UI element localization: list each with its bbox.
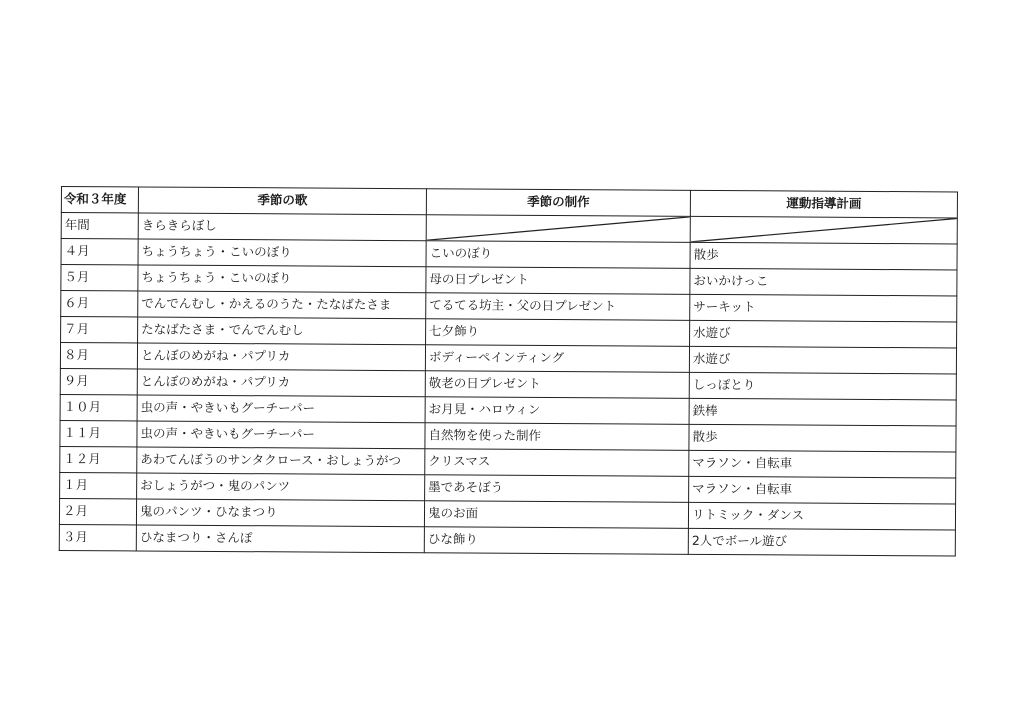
exercise-cell: 水遊び bbox=[690, 320, 957, 348]
craft-cell: こいのぼり bbox=[426, 241, 690, 269]
craft-cell: 鬼のお面 bbox=[424, 501, 688, 529]
song-cell: きらきらぼし bbox=[138, 213, 426, 241]
song-cell: ひなまつり・さんぽ bbox=[136, 525, 424, 553]
header-craft: 季節の制作 bbox=[426, 189, 690, 217]
exercise-cell: マラソン・自転車 bbox=[689, 450, 956, 478]
craft-cell: 自然物を使った制作 bbox=[425, 423, 689, 451]
annual-plan-table bbox=[59, 186, 958, 556]
exercise-cell: 2人でボール遊び bbox=[688, 528, 955, 556]
diagonal-line bbox=[691, 217, 957, 244]
exercise-cell: しっぽとり bbox=[689, 372, 956, 400]
song-cell: でんでんむし・かえるのうた・たなばたさま bbox=[138, 291, 426, 319]
song-cell: とんぼのめがね・パプリカ bbox=[137, 369, 425, 397]
header-exercise: 運動指導計画 bbox=[690, 190, 957, 218]
exercise-cell: 散歩 bbox=[689, 424, 956, 452]
song-cell: おしょうがつ・鬼のパンツ bbox=[137, 473, 425, 501]
craft-cell: 墨であそぼう bbox=[425, 475, 689, 503]
exercise-cell: マラソン・自転車 bbox=[689, 476, 956, 504]
schedule-sheet bbox=[59, 186, 957, 562]
month-cell: ２月 bbox=[59, 498, 136, 524]
month-cell: ７月 bbox=[61, 317, 138, 343]
craft-cell: ボディーペインティング bbox=[425, 345, 689, 373]
exercise-cell: サーキット bbox=[690, 294, 957, 322]
song-cell: 虫の声・やきいもグーチーパー bbox=[137, 421, 425, 449]
month-cell: ９月 bbox=[60, 368, 137, 394]
song-cell: あわてんぼうのサンタクロース・おしょうがつ bbox=[137, 447, 425, 475]
month-cell: ５月 bbox=[61, 265, 138, 291]
craft-cell-empty bbox=[426, 215, 690, 243]
craft-cell: 七夕飾り bbox=[426, 319, 690, 347]
exercise-cell: リトミック・ダンス bbox=[688, 502, 955, 530]
song-cell: たなばたさま・でんでんむし bbox=[138, 317, 426, 345]
exercise-cell: おいかけっこ bbox=[690, 268, 957, 296]
month-cell: １２月 bbox=[60, 446, 137, 472]
craft-cell: 母の日プレゼント bbox=[426, 267, 690, 295]
song-cell: 虫の声・やきいもグーチーパー bbox=[137, 395, 425, 423]
diagonal-line bbox=[427, 215, 690, 242]
exercise-cell: 散歩 bbox=[690, 242, 957, 270]
song-cell: ちょうちょう・こいのぼり bbox=[138, 239, 426, 267]
exercise-cell: 鉄棒 bbox=[689, 398, 956, 426]
table-row bbox=[59, 524, 955, 555]
month-cell: 年間 bbox=[61, 213, 138, 239]
craft-cell: 敬老の日プレゼント bbox=[425, 371, 689, 399]
craft-cell: お月見・ハロウィン bbox=[425, 397, 689, 425]
month-cell: ４月 bbox=[61, 239, 138, 265]
header-year: 令和３年度 bbox=[61, 187, 138, 213]
craft-cell: クリスマス bbox=[425, 449, 689, 477]
exercise-cell-empty bbox=[690, 216, 957, 244]
month-cell: ８月 bbox=[60, 343, 137, 369]
craft-cell: てるてる坊主・父の日プレゼント bbox=[426, 293, 690, 321]
month-cell: １０月 bbox=[60, 394, 137, 420]
craft-cell: ひな飾り bbox=[424, 527, 688, 555]
month-cell: ６月 bbox=[61, 291, 138, 317]
month-cell: ３月 bbox=[59, 524, 136, 550]
song-cell: ちょうちょう・こいのぼり bbox=[138, 265, 426, 293]
song-cell: とんぼのめがね・パプリカ bbox=[137, 343, 425, 371]
month-cell: １１月 bbox=[60, 420, 137, 446]
header-song: 季節の歌 bbox=[138, 187, 426, 215]
exercise-cell: 水遊び bbox=[689, 346, 956, 374]
month-cell: １月 bbox=[60, 472, 137, 498]
song-cell: 鬼のパンツ・ひなまつり bbox=[136, 499, 424, 527]
